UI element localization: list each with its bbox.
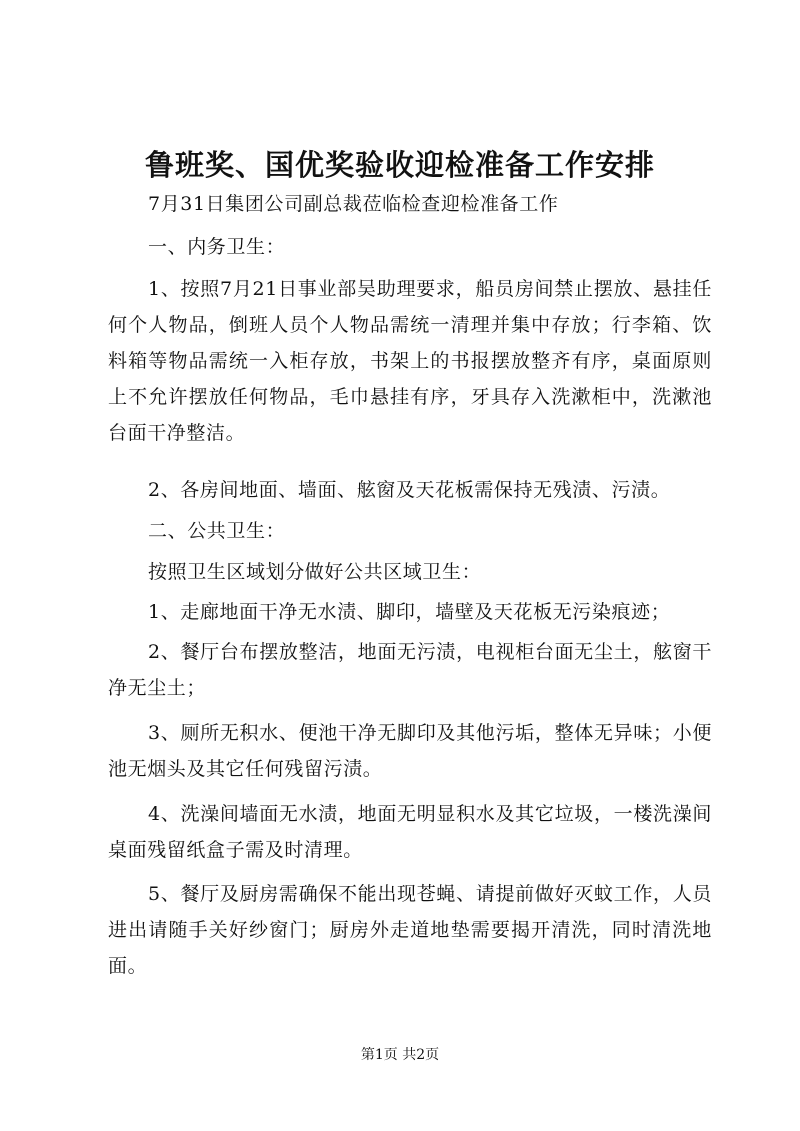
page-footer: 第1页 共2页 [360,1047,440,1063]
paragraph-item-1: 1、按照7月21日事业部吴助理要求，船员房间禁止摆放、悬挂任何个人物品，倒班人员个人物品需统一清理并集中存放；行李箱、饮料箱等物品需统一入柜存放，书架上的书报摆放整齐有序，桌面原则上不允许摆放任何物品，毛巾悬挂有序，牙具存入洗漱柜中，洗漱池台面干净整洁。 [108,278,712,444]
section-heading-internal-hygiene: 一、内务卫生： [148,236,286,258]
section-heading-public-hygiene: 二、公共卫生： [148,520,286,542]
paragraph-public-3: 3、厕所无积水、便池干净无脚印及其他污垢，整体无异味；小便池无烟头及其它任何残留污渍。 [108,722,712,780]
paragraph-public-1: 1、走廊地面干净无水渍、脚印，墙壁及天花板无污染痕迹； [148,601,671,623]
paragraph-public-4: 4、洗澡间墙面无水渍，地面无明显积水及其它垃圾，一楼洗澡间桌面残留纸盒子需及时清理。 [108,803,712,861]
paragraph-public-intro: 按照卫生区域划分做好公共区域卫生： [148,561,482,583]
paragraph-public-2: 2、餐厅台布摆放整洁，地面无污渍，电视柜台面无尘土，舷窗干净无尘土； [108,641,712,699]
paragraph-item-2: 2、各房间地面、墙面、舷窗及天花板需保持无残渍、污渍。 [148,479,671,501]
document-title: 鲁班奖、国优奖验收迎检准备工作安排 [144,148,655,182]
paragraph-subtitle: 7月31日集团公司副总裁莅临检查迎检准备工作 [148,193,559,215]
paragraph-public-5: 5、餐厅及厨房需确保不能出现苍蝇、请提前做好灭蚊工作，人员进出请随手关好纱窗门；厨房外走道地垫需要揭开清洗，同时清洗地面。 [108,883,712,977]
